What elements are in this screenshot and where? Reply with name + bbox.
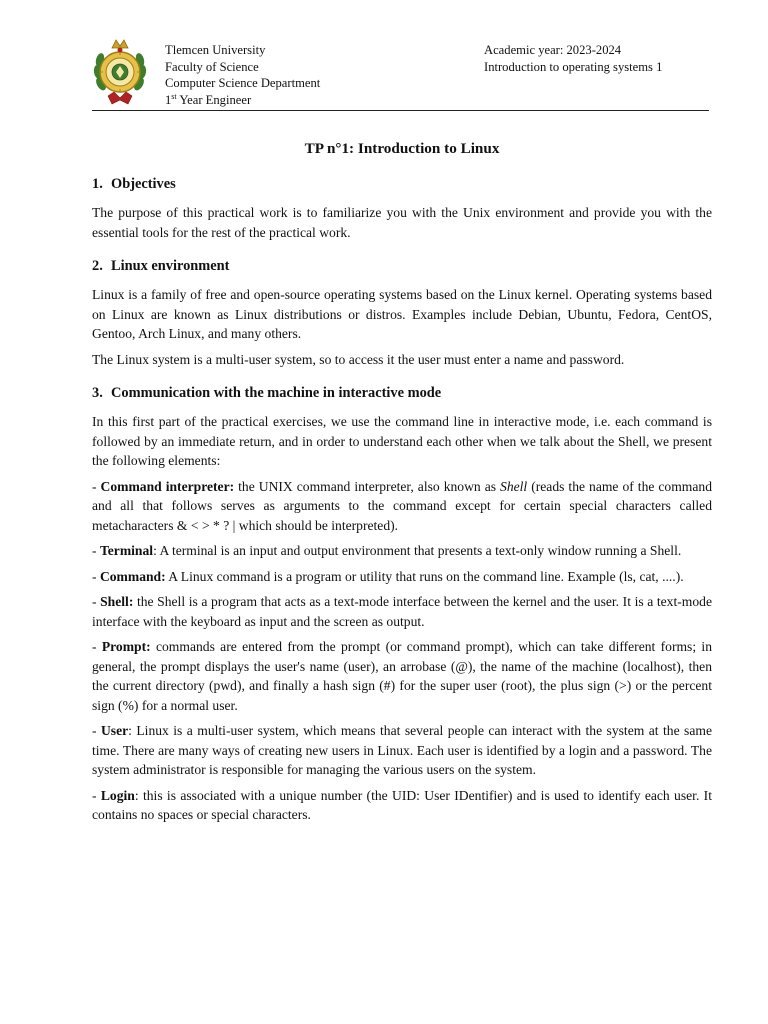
definition-command <box>92 567 712 587</box>
definition-term: Command: <box>99 568 166 584</box>
section-title: Linux environment <box>111 258 230 274</box>
section-heading-linux-environment <box>92 255 712 277</box>
definition-term: Prompt: <box>101 639 151 654</box>
definition-text: commands are entered from the prompt (or command prompt), which can take different forms; in general, the prompt displays the user's name (user), an arrobase (@), the name of the machine (localhost), then the current directory (pwd), and finally a hash sign (#) for the super user (root), the plus sign (>) or the percent sign (%) for a normal user. <box>92 639 712 713</box>
dash: - <box>92 568 100 584</box>
definition-term: Terminal <box>99 543 154 558</box>
definition-user <box>92 721 712 780</box>
dash: - <box>92 639 102 654</box>
paragraph: The purpose of this practical work is to familiarize you with the Unix environment and provide you with the essential tools for the rest of the practical work. <box>92 205 712 240</box>
document-body <box>92 135 712 825</box>
dash: - <box>92 723 101 738</box>
dash: - <box>92 594 101 609</box>
definition-term: Command interpreter: <box>100 478 235 494</box>
definition-term: User <box>100 723 129 738</box>
definition-terminal <box>92 541 712 561</box>
university-seal-icon <box>92 36 148 108</box>
definition-text: : A terminal is an input and output environment that presents a text-only window running a Shell. <box>153 543 682 558</box>
paragraph: Linux is a family of free and open-source operating systems based on the Linux kernel. Operating systems based on Linux are known as Linux distributions or distros. Examples include Debian, Ubuntu, Fedora, CentOS, Gentoo, Arch Linux, and many others. <box>92 287 712 341</box>
definition-term: Shell: <box>100 594 134 609</box>
section-number: 2. <box>92 258 103 274</box>
definition-shell <box>92 592 712 631</box>
definition-italic: Shell <box>500 478 528 494</box>
definition-text: : this is associated with a unique number (the UID: User IDentifier) and is used to identify each user. It contains no spaces or special characters. <box>92 787 712 822</box>
paragraph-intro: In this first part of the practical exercises, we use the command line in interactive mode, i.e. each command is followed by an immediate return, and in order to understand each other when we talk about the Shell, we present the following elements: <box>92 414 712 468</box>
header-year-level <box>165 92 320 109</box>
header-divider <box>92 110 709 111</box>
dash: - <box>92 543 100 558</box>
definition-command-interpreter <box>92 477 712 536</box>
definition-text: the Shell is a program that acts as a text-mode interface between the kernel and the user. It is a text-mode interface with the keyboard as input and the screen as output. <box>92 594 712 629</box>
header-faculty: Faculty of Science <box>165 59 259 74</box>
definition-term: Login <box>100 787 135 803</box>
dash: - <box>92 787 101 803</box>
section-title: Communication with the machine in interactive mode <box>111 385 442 401</box>
definition-text: : Linux is a multi-user system, which means that several people can interact with the system at the same time. There are many ways of creating new users in Linux. Each user is identified by a login and a password. The system administrator is responsible for managing the various users on the system. <box>92 723 712 777</box>
header-course-block <box>484 42 662 75</box>
dash: - <box>92 478 101 494</box>
year-superscript: st <box>171 92 177 102</box>
definition-prompt <box>92 637 712 715</box>
section-heading-objectives <box>92 173 712 195</box>
definition-text: (reads the name of the command and all that follows serves as arguments to the command except for certain special characters called metacharacters & < > * ? | which should be interpreted). <box>92 478 713 533</box>
header-university: Tlemcen University <box>165 43 266 57</box>
section-title: Objectives <box>111 176 176 192</box>
definition-login <box>92 786 712 825</box>
year-suffix: Year Engineer <box>176 93 252 108</box>
header-department: Computer Science Department <box>165 76 321 91</box>
header-course-name: Introduction to operating systems 1 <box>484 59 663 74</box>
section-number: 3. <box>92 385 103 401</box>
section-heading-interactive-mode <box>92 382 712 404</box>
year-prefix: 1 <box>165 93 172 108</box>
section-number: 1. <box>92 176 103 192</box>
definition-text: the UNIX command interpreter, also known as <box>234 478 501 494</box>
definition-text: A Linux command is a program or utility that runs on the command line. Example (ls, cat, ....). <box>165 568 684 584</box>
document-title: TP n°1: Introduction to Linux <box>304 140 500 157</box>
header-academic-year: Academic year: 2023-2024 <box>484 43 622 57</box>
paragraph: The Linux system is a multi-user system, so to access it the user must enter a name and password. <box>92 351 625 367</box>
header-institution-block <box>165 42 320 109</box>
